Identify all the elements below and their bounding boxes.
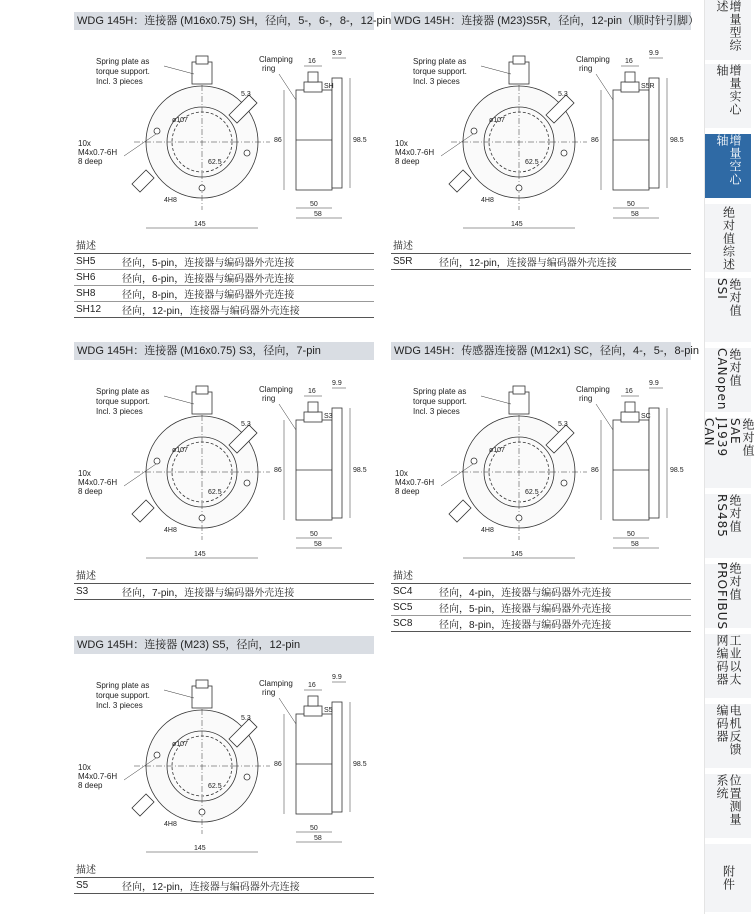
sidebar-item-label: 绝对值 SAE J1939 CAN [702, 418, 755, 458]
dim-145: 145 [194, 221, 206, 228]
variant-description: 径向，12-pin，连接器与编码器外壳连接 [120, 878, 374, 894]
spring-plate-label-line3: Incl. 3 pieces [96, 77, 143, 86]
sidebar-item-label: 增量空心轴 [715, 134, 742, 186]
dim-145: 145 [194, 845, 206, 852]
sidebar-item-label: 绝对值 SSI [715, 278, 742, 317]
spring-plate-label-line1: Spring plate as [413, 57, 467, 66]
dim-86: 86 [591, 467, 599, 474]
variant-description: 径向，6-pin，连接器与编码器外壳连接 [120, 270, 374, 286]
drawing-panel-s5 [74, 636, 374, 894]
sidebar-item-label: 绝对值 PROFIBUS [715, 561, 742, 631]
sidebar-item-absolute-overview[interactable] [705, 204, 751, 274]
variant-description: 径向，12-pin，连接器与编码器外壳连接 [437, 254, 691, 270]
clamping-label-line1: Clamping [576, 385, 610, 394]
table-row [74, 286, 374, 302]
connector-tag: S5R [641, 83, 655, 90]
clamping-label-line2: ring [579, 64, 593, 73]
screw-label-line1: 10x [78, 763, 91, 772]
dim-d107: ø107 [172, 741, 188, 748]
dim-98-5: 98.5 [670, 467, 684, 474]
sidebar-item-label: 增量实心轴 [715, 64, 742, 116]
dim-50: 50 [627, 201, 635, 208]
variant-description: 径向，12-pin，连接器与编码器外壳连接 [120, 302, 374, 318]
dim-5-3: 5.3 [558, 421, 568, 428]
dim-50: 50 [310, 201, 318, 208]
connector-body [192, 686, 212, 708]
dim-50: 50 [310, 825, 318, 832]
variant-description: 径向，7-pin，连接器与编码器外壳连接 [120, 584, 374, 600]
variant-description: 径向，5-pin，连接器与编码器外壳连接 [437, 600, 691, 616]
dim-16: 16 [625, 58, 633, 65]
sidebar-item-label: 绝对值 CANopen [715, 348, 742, 411]
dim-86: 86 [274, 467, 282, 474]
technical-drawing [74, 30, 374, 235]
sidebar-item-incremental-hollow-shaft[interactable] [705, 134, 751, 200]
dim-62-5: 62.5 [208, 489, 222, 496]
dim-4h8: 4H8 [164, 821, 177, 828]
dim-5-3: 5.3 [241, 715, 251, 722]
spring-plate-label-line3: Incl. 3 pieces [96, 701, 143, 710]
dim-86: 86 [591, 137, 599, 144]
description-header: 描述 [393, 571, 413, 582]
dim-4h8: 4H8 [164, 527, 177, 534]
connector-tag: S3 [324, 413, 333, 420]
variant-table [391, 583, 691, 632]
connector-body [509, 392, 529, 414]
variant-table [391, 253, 691, 270]
spring-plate-label-line2: torque support. [96, 397, 150, 406]
variant-code: S5R [391, 254, 437, 270]
variant-table [74, 877, 374, 894]
spring-plate-label-line2: torque support. [96, 67, 150, 76]
dim-9-9: 9.9 [332, 380, 342, 387]
clamping-label-line2: ring [262, 64, 276, 73]
panel-title: WDG 145H：连接器 (M16x0.75) S3，径向，7-pin [74, 342, 374, 360]
sidebar-item-label: 电机反馈编码器 [715, 704, 742, 756]
dim-58: 58 [314, 541, 322, 548]
dim-4h8: 4H8 [481, 197, 494, 204]
dim-50: 50 [310, 531, 318, 538]
table-row [74, 584, 374, 600]
dim-16: 16 [308, 388, 316, 395]
variant-code: S5 [74, 878, 120, 894]
table-row [74, 302, 374, 318]
variant-table [74, 583, 374, 600]
clamping-label-line1: Clamping [259, 679, 293, 688]
dim-4h8: 4H8 [481, 527, 494, 534]
dim-4h8: 4H8 [164, 197, 177, 204]
dim-9-9: 9.9 [649, 50, 659, 57]
dim-62-5: 62.5 [208, 159, 222, 166]
screw-label-line1: 10x [78, 139, 91, 148]
connector-body [192, 62, 212, 84]
dim-16: 16 [308, 58, 316, 65]
variant-description: 径向，5-pin，连接器与编码器外壳连接 [120, 254, 374, 270]
connector-body [192, 392, 212, 414]
dim-145: 145 [511, 551, 523, 558]
drawing-panel-sc [391, 342, 699, 632]
connector-tag: SC [641, 413, 651, 420]
spring-plate-label-line3: Incl. 3 pieces [413, 407, 460, 416]
sidebar-item-absolute-ssi[interactable] [705, 278, 751, 344]
dimension-drawing [74, 30, 374, 235]
screw-label-line3: 8 deep [395, 487, 420, 496]
spring-plate-label-line3: Incl. 3 pieces [413, 77, 460, 86]
dim-16: 16 [625, 388, 633, 395]
variant-description: 径向，8-pin，连接器与编码器外壳连接 [120, 286, 374, 302]
screw-label-line3: 8 deep [78, 157, 103, 166]
panel-title: WDG 145H：传感器连接器 (M12x1) SC，径向，4-，5-，8-pin [391, 342, 691, 360]
sidebar-item-label: 绝对值综述 [721, 205, 736, 271]
panel-title: WDG 145H：连接器 (M16x0.75) SH，径向，5-，6-，8-，12-pin [74, 12, 374, 30]
dim-62-5: 62.5 [208, 783, 222, 790]
dim-5-3: 5.3 [241, 421, 251, 428]
dim-58: 58 [631, 211, 639, 218]
dim-5-3: 5.3 [241, 91, 251, 98]
sidebar-item-label: 绝对值 RS485 [715, 494, 742, 538]
spring-plate-label-line1: Spring plate as [96, 57, 150, 66]
sidebar-item-absolute-canopen[interactable] [705, 348, 751, 414]
dim-d107: ø107 [489, 447, 505, 454]
drawing-panel-s3 [74, 342, 374, 600]
variant-description: 径向，4-pin，连接器与编码器外壳连接 [437, 584, 691, 600]
sidebar-item-absolute-rs485[interactable] [705, 494, 751, 560]
dim-145: 145 [511, 221, 523, 228]
sidebar-item-position-measurement[interactable] [705, 774, 751, 840]
screw-label-line1: 10x [395, 139, 408, 148]
sidebar-item-label: 附件 [721, 865, 736, 891]
sidebar-item-accessories[interactable] [705, 844, 751, 914]
connector-body [509, 62, 529, 84]
variant-code: SC4 [391, 584, 437, 600]
sidebar-item-motor-feedback[interactable] [705, 704, 751, 770]
dim-62-5: 62.5 [525, 159, 539, 166]
spring-plate-label-line1: Spring plate as [413, 387, 467, 396]
sidebar-item-label: 增量型综述 [715, 0, 742, 52]
screw-label-line2: M4x0.7-6H [395, 478, 435, 487]
description-header: 描述 [76, 241, 96, 252]
clamping-label-line2: ring [579, 394, 593, 403]
dim-50: 50 [627, 531, 635, 538]
screw-label-line3: 8 deep [78, 487, 103, 496]
table-row [391, 600, 691, 616]
table-row [391, 584, 691, 600]
screw-label-line2: M4x0.7-6H [78, 772, 118, 781]
sidebar-item-absolute-sae-j1939[interactable] [702, 418, 755, 490]
screw-label-line2: M4x0.7-6H [78, 148, 118, 157]
sidebar-item-label: 工业以太网编码器 [715, 634, 742, 686]
table-row [74, 254, 374, 270]
screw-label-line1: 10x [78, 469, 91, 478]
variant-code: SC5 [391, 600, 437, 616]
drawing-panel-sh [74, 12, 392, 318]
technical-drawing [391, 30, 691, 235]
screw-label-line1: 10x [395, 469, 408, 478]
technical-drawing [74, 654, 374, 859]
technical-drawing [74, 360, 374, 565]
clamping-label-line1: Clamping [259, 385, 293, 394]
description-header: 描述 [76, 571, 96, 582]
category-sidebar [702, 0, 755, 914]
dimension-drawing [391, 30, 691, 235]
variant-code: SH6 [74, 270, 120, 286]
dimension-drawing [74, 654, 374, 859]
dim-98-5: 98.5 [670, 137, 684, 144]
dimension-drawing [74, 360, 374, 565]
sidebar-item-industrial-ethernet[interactable] [705, 634, 751, 700]
panel-title: WDG 145H：连接器 (M23) S5，径向，12-pin [74, 636, 374, 654]
description-header: 描述 [76, 865, 96, 876]
technical-drawing [391, 360, 691, 565]
dim-d107: ø107 [172, 447, 188, 454]
dim-98-5: 98.5 [353, 761, 367, 768]
dim-58: 58 [314, 211, 322, 218]
dim-98-5: 98.5 [353, 137, 367, 144]
variant-code: SC8 [391, 616, 437, 632]
description-header: 描述 [393, 241, 413, 252]
table-row [391, 616, 691, 632]
variant-code: SH5 [74, 254, 120, 270]
drawing-panel-s5r [391, 12, 699, 270]
dim-9-9: 9.9 [649, 380, 659, 387]
clamping-label-line2: ring [262, 688, 276, 697]
dimension-drawing [391, 360, 691, 565]
variant-table [74, 253, 374, 318]
variant-code: S3 [74, 584, 120, 600]
dim-58: 58 [631, 541, 639, 548]
table-row [74, 878, 374, 894]
screw-label-line2: M4x0.7-6H [395, 148, 435, 157]
table-row [74, 270, 374, 286]
variant-description: 径向，8-pin，连接器与编码器外壳连接 [437, 616, 691, 632]
screw-label-line2: M4x0.7-6H [78, 478, 118, 487]
sidebar-item-incremental-solid-shaft[interactable] [705, 64, 751, 130]
variant-code: SH12 [74, 302, 120, 318]
variant-code: SH8 [74, 286, 120, 302]
dim-86: 86 [274, 137, 282, 144]
dim-9-9: 9.9 [332, 674, 342, 681]
sidebar-item-absolute-profibus[interactable] [705, 561, 751, 631]
panel-title: WDG 145H：连接器 (M23)S5R，径向，12-pin（顺时针引脚） [391, 12, 691, 30]
dim-86: 86 [274, 761, 282, 768]
dim-58: 58 [314, 835, 322, 842]
dim-5-3: 5.3 [558, 91, 568, 98]
dim-9-9: 9.9 [332, 50, 342, 57]
connector-tag: S5 [324, 707, 333, 714]
table-row [391, 254, 691, 270]
dim-d107: ø107 [489, 117, 505, 124]
sidebar-item-label: 位置测量系统 [715, 774, 742, 826]
clamping-label-line1: Clamping [259, 55, 293, 64]
spring-plate-label-line1: Spring plate as [96, 681, 150, 690]
spring-plate-label-line1: Spring plate as [96, 387, 150, 396]
spring-plate-label-line2: torque support. [413, 67, 467, 76]
sidebar-item-incremental-overview[interactable] [705, 0, 751, 62]
dim-98-5: 98.5 [353, 467, 367, 474]
spring-plate-label-line3: Incl. 3 pieces [96, 407, 143, 416]
dim-145: 145 [194, 551, 206, 558]
screw-label-line3: 8 deep [78, 781, 103, 790]
spring-plate-label-line2: torque support. [413, 397, 467, 406]
dim-d107: ø107 [172, 117, 188, 124]
screw-label-line3: 8 deep [395, 157, 420, 166]
dim-16: 16 [308, 682, 316, 689]
connector-tag: SH [324, 83, 334, 90]
clamping-label-line2: ring [262, 394, 276, 403]
dim-62-5: 62.5 [525, 489, 539, 496]
spring-plate-label-line2: torque support. [96, 691, 150, 700]
clamping-label-line1: Clamping [576, 55, 610, 64]
